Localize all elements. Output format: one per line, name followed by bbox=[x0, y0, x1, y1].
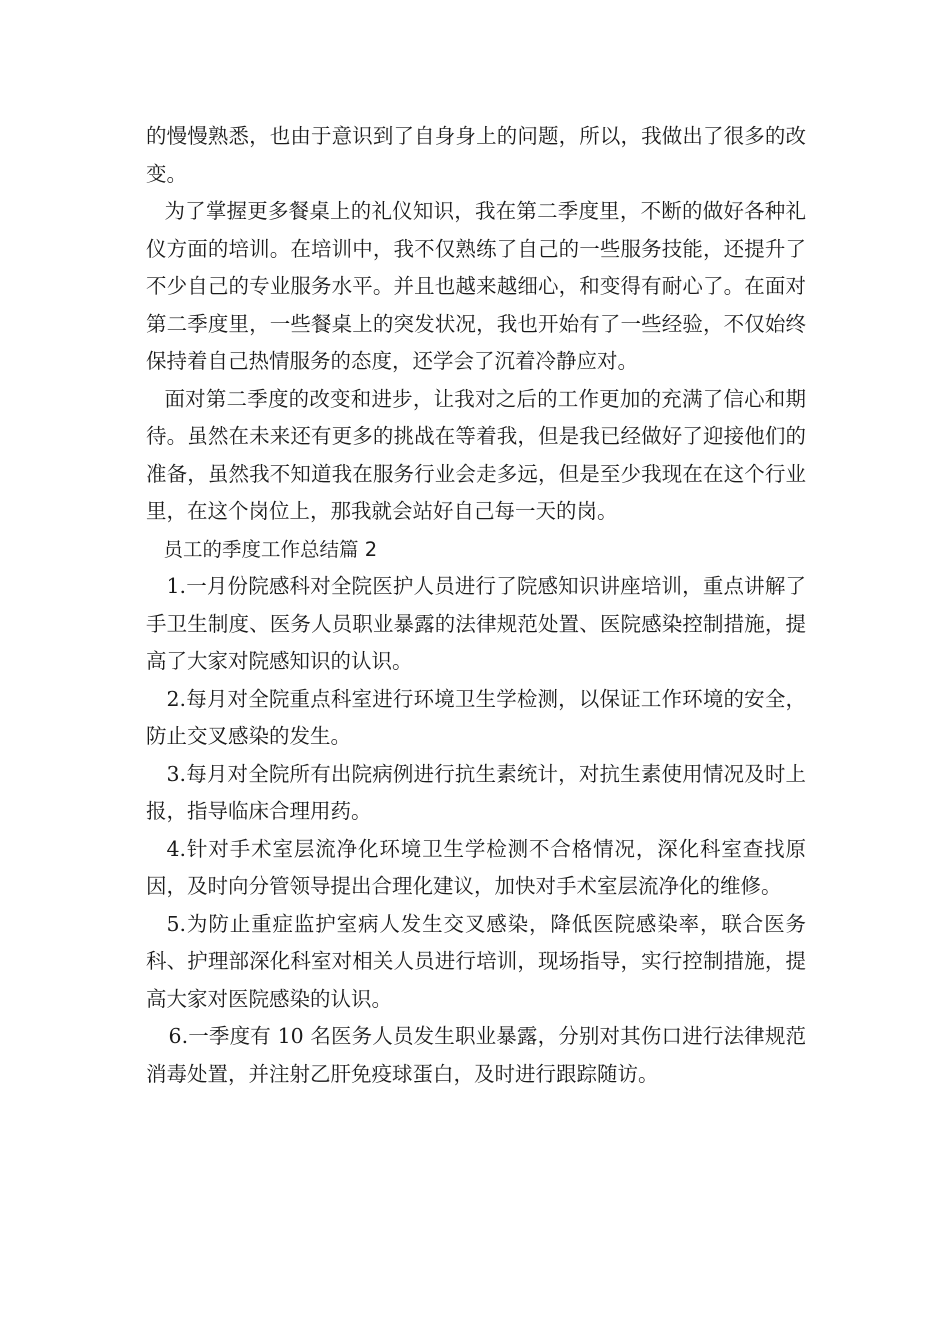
paragraph-etiquette-training: 为了掌握更多餐桌上的礼仪知识，我在第二季度里，不断的做好各种礼仪方面的培训。在培训中，我不仅熟练了自己的一些服务技能，还提升了不少自己的专业服务水平。并且也越来越细心，和变得有耐心了。在面对第二季度里，一些餐桌上的突发状况，我也开始有了一些经验，不仅始终保持着自己热情服务的态度，还学会了沉着冷静应对。 bbox=[146, 199, 806, 373]
list-item: 2.每月对全院重点科室进行环境卫生学检测，以保证工作环境的安全，防止交叉感染的发生。 bbox=[146, 686, 806, 748]
list-item: 4.针对手术室层流净化环境卫生学检测不合格情况，深化科室查找原因，及时向分管领导提出合理化建议，加快对手术室层流净化的维修。 bbox=[146, 836, 806, 898]
list-item: 5.为防止重症监护室病人发生交叉感染，降低医院感染率，联合医务科、护理部深化科室对相关人员进行培训，现场指导，实行控制措施，提高大家对医院感染的认识。 bbox=[146, 911, 806, 1011]
list-item: 1.一月份院感科对全院医护人员进行了院感知识讲座培训，重点讲解了手卫生制度、医务人员职业暴露的法律规范处置、医院感染控制措施，提高了大家对院感知识的认识。 bbox=[146, 574, 806, 673]
list-item: 3.每月对全院所有出院病例进行抗生素统计，对抗生素使用情况及时上报，指导临床合理用药。 bbox=[146, 761, 806, 823]
list-item: 6.一季度有 10 名医务人员发生职业暴露，分别对其伤口进行法律规范消毒处置，并注射乙肝免疫球蛋白，及时进行跟踪随访。 bbox=[146, 1024, 806, 1086]
section-heading: 员工的季度工作总结篇 2 bbox=[163, 537, 378, 561]
paragraph-continuation: 的慢慢熟悉，也由于意识到了自身身上的问题，所以，我做出了很多的改变。 bbox=[146, 124, 806, 186]
paragraph-confidence: 面对第二季度的改变和进步，让我对之后的工作更加的充满了信心和期待。虽然在未来还有更多的挑战在等着我，但是我已经做好了迎接他们的准备，虽然我不知道我在服务行业会走多远，但是至少我现在在这个行业里，在这个岗位上，那我就会站好自己每一天的岗。 bbox=[146, 386, 806, 523]
document-body bbox=[146, 118, 806, 1093]
